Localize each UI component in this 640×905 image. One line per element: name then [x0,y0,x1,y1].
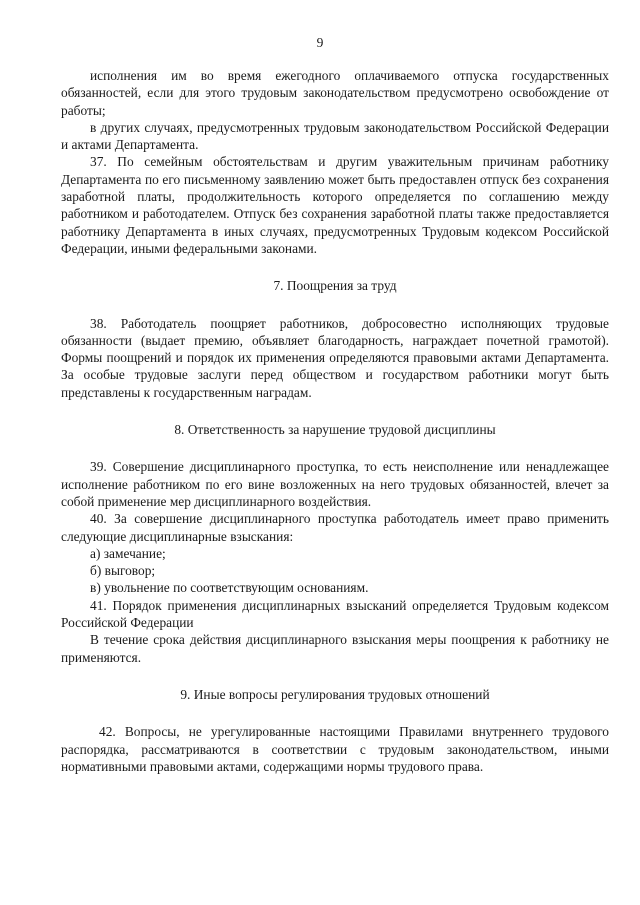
document-body [61,67,609,775]
section-heading-7: 7. Поощрения за труд [273,278,397,294]
paragraph-41: 41. Порядок применения дисциплинарных взысканий определяется Трудовым кодексом Российской Федерации [61,597,609,631]
paragraph-39: 39. Совершение дисциплинарного проступка, то есть неисполнение или ненадлежащее исполнение работником по его вине возложенных на него трудовых обязанностей, влечет за собой применение мер дисциплинарного воздействия. [61,459,609,509]
paragraph-37: 37. По семейным обстоятельствам и другим уважительным причинам работнику Департамента по его письменному заявлению может быть предоставлен отпуск без сохранения заработной платы, продолжительность которого определяется по соглашению между работником и работодателем. Отпуск без сохранения заработной платы также предоставляется работнику Департамента в иных случаях, предусмотренных Трудовым кодексом Российской Федерации, иными федеральными законами. [61,154,609,256]
paragraph-42: 42. Вопросы, не урегулированные настоящими Правилами внутреннего трудового распорядка, рассматриваются в соответствии с трудовым законодательством, иными нормативными правовыми актами, содержащими нормы трудового права. [61,724,609,774]
paragraph-no-rewards: В течение срока действия дисциплинарного взыскания меры поощрения к работнику не применяются. [61,632,609,665]
list-item-a: а) замечание; [90,545,166,561]
page-number: 9 [316,35,324,50]
paragraph-40: 40. За совершение дисциплинарного проступка работодатель имеет право применить следующие дисциплинарные взыскания: [61,511,609,544]
paragraph-38: 38. Работодатель поощряет работников, добросовестно исполняющих трудовые обязанности (выдает премию, объявляет благодарность, награждает почетной грамотой). Формы поощрений и порядок их применения определяются правовыми актами Департамента. За особые трудовые заслуги перед обществом и государством работники могут быть представлены к государственным наградам. [61,315,609,400]
paragraph-other-cases: в других случаях, предусмотренных трудовым законодательством Российской Федерации и актами Департамента. [61,119,609,153]
list-item-b: б) выговор; [90,563,156,579]
list-item-c: в) увольнение по соответствующим основаниям. [90,580,369,596]
section-heading-9: 9. Иные вопросы регулирования трудовых отношений [180,686,490,702]
paragraph-leave-duties: исполнения им во время ежегодного оплачиваемого отпуска государственных обязанностей, если для этого трудовым законодательством предусмотрено освобождение от работы; [61,68,609,118]
section-heading-8: 8. Ответственность за нарушение трудовой дисциплины [174,422,496,438]
